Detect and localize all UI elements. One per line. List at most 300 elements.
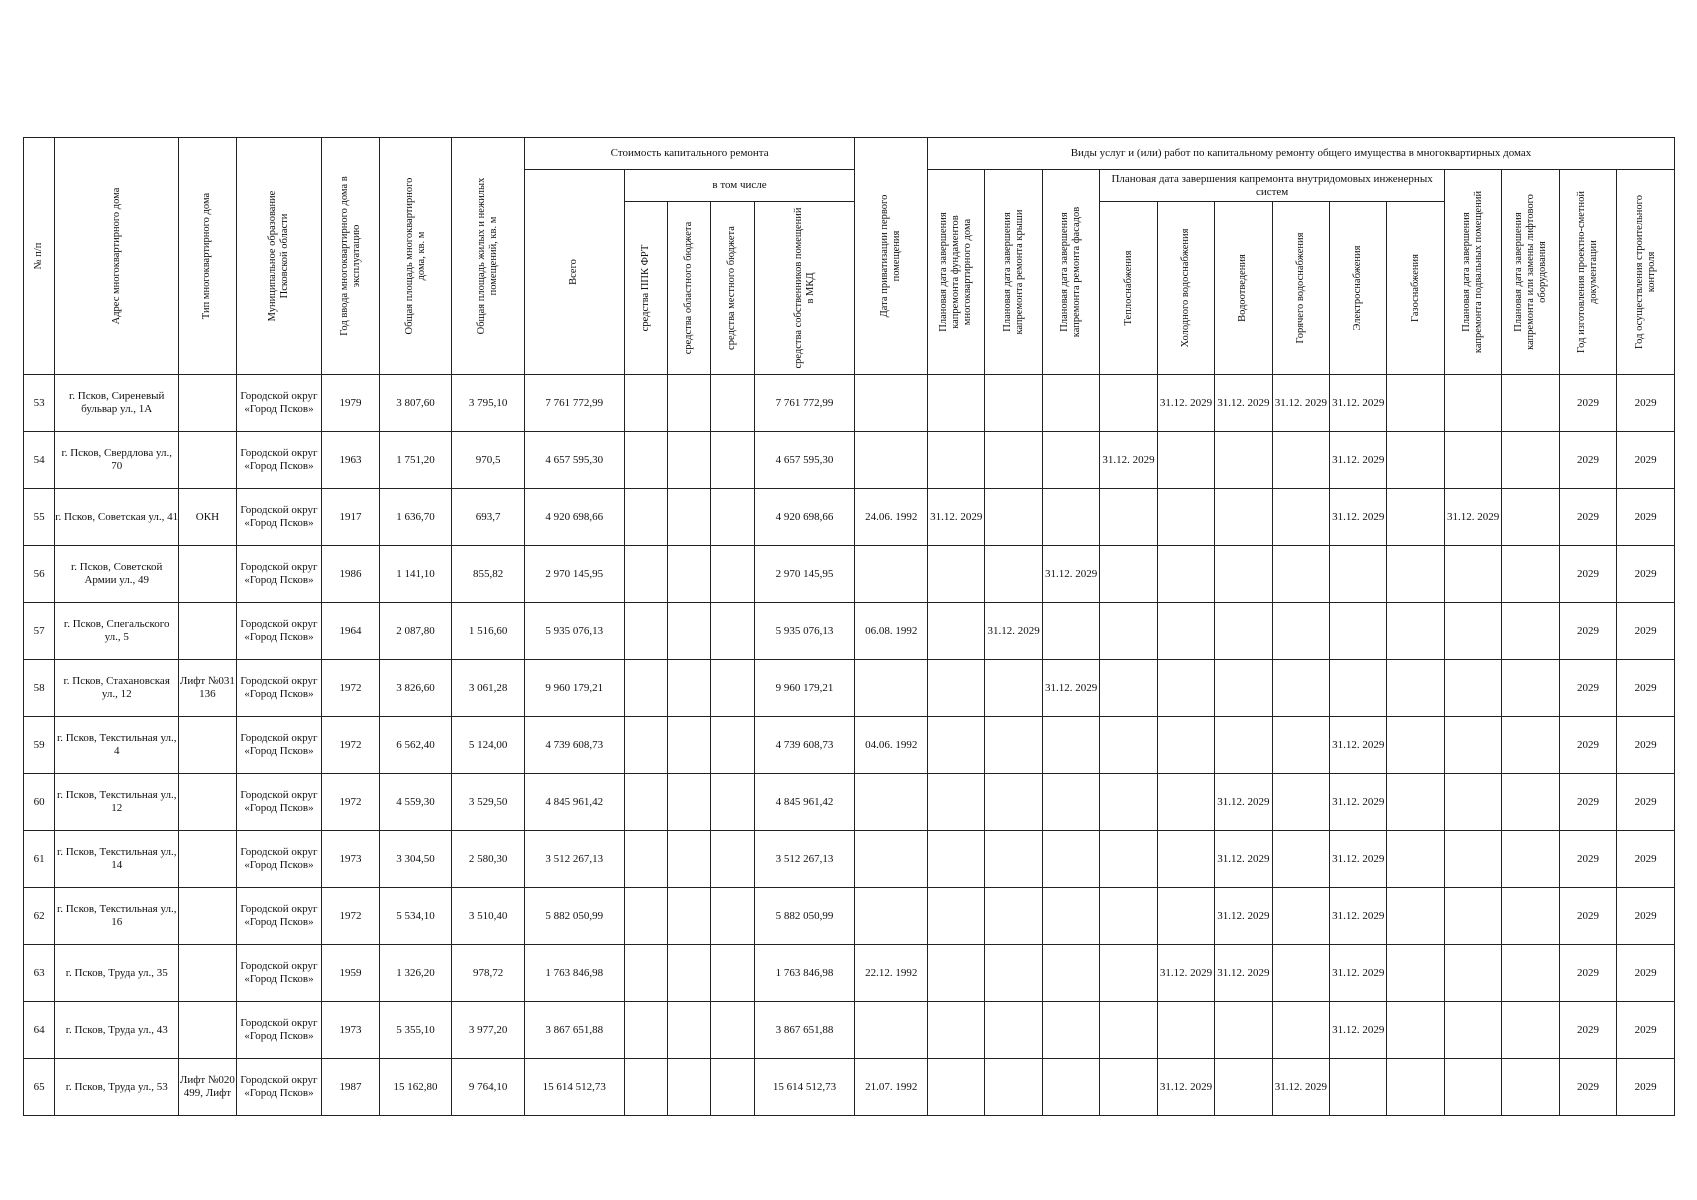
cell-muni: Городской округ «Город Псков» (236, 1059, 322, 1116)
cell-electricity: 31.12. 2029 (1330, 489, 1387, 546)
cell-cost-ppk (624, 945, 667, 1002)
cell-cost-total: 2 970 145,95 (524, 546, 624, 603)
cell-address: г. Псков, Труда ул., 53 (55, 1059, 179, 1116)
cell-cost-ppk (624, 432, 667, 489)
cell-premises-area: 1 516,60 (452, 603, 525, 660)
cell-cost-ppk (624, 1002, 667, 1059)
cell-roof (985, 888, 1042, 945)
cell-hot-water: 31.12. 2029 (1272, 1059, 1329, 1116)
cell-cold-water (1157, 546, 1214, 603)
cell-cost-local (711, 888, 754, 945)
cell-privatization (855, 831, 928, 888)
cell-cost-local (711, 831, 754, 888)
cell-cold-water (1157, 489, 1214, 546)
cell-num: 61 (24, 831, 55, 888)
cell-foundation (927, 375, 984, 432)
cell-cost-total: 15 614 512,73 (524, 1059, 624, 1116)
cell-cost-regional (667, 375, 710, 432)
cell-premises-area: 9 764,10 (452, 1059, 525, 1116)
cell-facade (1042, 717, 1099, 774)
cell-foundation (927, 1059, 984, 1116)
cell-cost-owners: 4 657 595,30 (754, 432, 855, 489)
cell-year: 1972 (322, 774, 379, 831)
cell-facade (1042, 1059, 1099, 1116)
cell-basement (1444, 375, 1501, 432)
cell-cost-regional (667, 1059, 710, 1116)
cell-total-area: 1 141,10 (379, 546, 452, 603)
cell-sewer (1215, 489, 1272, 546)
cell-heat: 31.12. 2029 (1100, 432, 1157, 489)
cell-cold-water (1157, 1002, 1214, 1059)
cell-sewer: 31.12. 2029 (1215, 774, 1272, 831)
cell-muni: Городской округ «Город Псков» (236, 774, 322, 831)
cell-control-year: 2029 (1617, 660, 1675, 717)
cell-cost-regional (667, 546, 710, 603)
cell-premises-area: 3 977,20 (452, 1002, 525, 1059)
cell-sewer (1215, 1059, 1272, 1116)
header-cost-local: средства местного бюджета (711, 202, 754, 375)
cell-electricity: 31.12. 2029 (1330, 432, 1387, 489)
cell-sewer (1215, 603, 1272, 660)
cell-privatization (855, 660, 928, 717)
cell-design-year: 2029 (1559, 546, 1616, 603)
table-row (24, 1002, 1675, 1059)
cell-privatization (855, 888, 928, 945)
cell-gas (1387, 945, 1444, 1002)
cell-electricity: 31.12. 2029 (1330, 717, 1387, 774)
cell-total-area: 1 326,20 (379, 945, 452, 1002)
cell-year: 1979 (322, 375, 379, 432)
header-cost-including: в том числе (624, 170, 855, 202)
cell-privatization (855, 774, 928, 831)
cell-roof (985, 375, 1042, 432)
cell-num: 60 (24, 774, 55, 831)
cell-foundation (927, 1002, 984, 1059)
cell-total-area: 2 087,80 (379, 603, 452, 660)
cell-roof (985, 1002, 1042, 1059)
header-system-elec: Электроснабжения (1330, 202, 1387, 375)
cell-num: 57 (24, 603, 55, 660)
cell-hot-water (1272, 432, 1329, 489)
cell-electricity (1330, 603, 1387, 660)
table-row (24, 489, 1675, 546)
cell-num: 55 (24, 489, 55, 546)
cell-lift (1502, 660, 1559, 717)
cell-total-area: 1 636,70 (379, 489, 452, 546)
cell-design-year: 2029 (1559, 774, 1616, 831)
cell-heat (1100, 546, 1157, 603)
cell-privatization: 22.12. 1992 (855, 945, 928, 1002)
cell-premises-area: 3 510,40 (452, 888, 525, 945)
cell-facade: 31.12. 2029 (1042, 660, 1099, 717)
header-num: № п/п (24, 138, 55, 375)
cell-hot-water (1272, 774, 1329, 831)
cell-cost-ppk (624, 603, 667, 660)
cell-year: 1972 (322, 660, 379, 717)
cell-premises-area: 855,82 (452, 546, 525, 603)
cell-cost-ppk (624, 546, 667, 603)
cell-heat (1100, 774, 1157, 831)
cell-muni: Городской округ «Город Псков» (236, 831, 322, 888)
cell-year: 1917 (322, 489, 379, 546)
cell-cost-total: 3 867 651,88 (524, 1002, 624, 1059)
cell-cost-local (711, 1059, 754, 1116)
cell-premises-area: 3 795,10 (452, 375, 525, 432)
cell-cost-total: 4 845 961,42 (524, 774, 624, 831)
cell-num: 53 (24, 375, 55, 432)
cell-type (179, 717, 236, 774)
cell-year: 1973 (322, 1002, 379, 1059)
cell-cost-owners: 5 882 050,99 (754, 888, 855, 945)
cell-cost-ppk (624, 489, 667, 546)
cell-heat (1100, 1002, 1157, 1059)
cell-cost-owners: 4 739 608,73 (754, 717, 855, 774)
cell-gas (1387, 660, 1444, 717)
cell-gas (1387, 489, 1444, 546)
cell-foundation: 31.12. 2029 (927, 489, 984, 546)
cell-foundation (927, 945, 984, 1002)
cell-hot-water (1272, 660, 1329, 717)
cell-cost-regional (667, 660, 710, 717)
cell-electricity: 31.12. 2029 (1330, 831, 1387, 888)
header-cost-regional: средства областного бюджета (667, 202, 710, 375)
cell-electricity: 31.12. 2029 (1330, 888, 1387, 945)
cell-hot-water (1272, 717, 1329, 774)
cell-premises-area: 693,7 (452, 489, 525, 546)
cell-design-year: 2029 (1559, 831, 1616, 888)
cell-cost-owners: 3 512 267,13 (754, 831, 855, 888)
cell-sewer: 31.12. 2029 (1215, 945, 1272, 1002)
cell-heat (1100, 375, 1157, 432)
header-systems-group: Плановая дата завершения капремонта внутридомовых инженерных систем (1100, 170, 1445, 202)
cell-basement (1444, 1059, 1501, 1116)
cell-total-area: 1 751,20 (379, 432, 452, 489)
table-row (24, 888, 1675, 945)
cell-type (179, 603, 236, 660)
cell-heat (1100, 888, 1157, 945)
cell-num: 54 (24, 432, 55, 489)
cell-lift (1502, 603, 1559, 660)
cell-gas (1387, 546, 1444, 603)
cell-roof (985, 831, 1042, 888)
cell-lift (1502, 717, 1559, 774)
cell-cold-water (1157, 717, 1214, 774)
cell-cost-total: 4 920 698,66 (524, 489, 624, 546)
table-row (24, 774, 1675, 831)
cell-cost-owners: 15 614 512,73 (754, 1059, 855, 1116)
cell-muni: Городской округ «Город Псков» (236, 945, 322, 1002)
cell-roof (985, 546, 1042, 603)
cell-roof (985, 1059, 1042, 1116)
cell-gas (1387, 603, 1444, 660)
cell-cost-owners: 1 763 846,98 (754, 945, 855, 1002)
header-system-cold: Холодного водоснабжения (1157, 202, 1214, 375)
cell-type: Лифт №031 136 (179, 660, 236, 717)
cell-type (179, 831, 236, 888)
cell-facade (1042, 603, 1099, 660)
header-cost-group: Стоимость капитального ремонта (524, 138, 855, 170)
cell-control-year: 2029 (1617, 945, 1675, 1002)
cell-foundation (927, 546, 984, 603)
header-address: Адрес многоквартирного дома (55, 138, 179, 375)
cell-type (179, 774, 236, 831)
cell-basement (1444, 888, 1501, 945)
cell-muni: Городской округ «Город Псков» (236, 660, 322, 717)
cell-cost-owners: 4 845 961,42 (754, 774, 855, 831)
table-row (24, 945, 1675, 1002)
cell-cost-regional (667, 888, 710, 945)
cell-cold-water (1157, 432, 1214, 489)
cell-lift (1502, 1059, 1559, 1116)
cell-roof (985, 717, 1042, 774)
cell-lift (1502, 1002, 1559, 1059)
header-system-heat: Теплоснабжения (1100, 202, 1157, 375)
cell-cost-total: 9 960 179,21 (524, 660, 624, 717)
cell-cost-total: 1 763 846,98 (524, 945, 624, 1002)
cell-cost-local (711, 546, 754, 603)
cell-cold-water (1157, 888, 1214, 945)
cell-heat (1100, 660, 1157, 717)
cell-sewer: 31.12. 2029 (1215, 831, 1272, 888)
cell-cost-owners: 3 867 651,88 (754, 1002, 855, 1059)
cell-heat (1100, 489, 1157, 546)
cell-type (179, 375, 236, 432)
cell-privatization: 24.06. 1992 (855, 489, 928, 546)
cell-cost-ppk (624, 774, 667, 831)
cell-cost-regional (667, 603, 710, 660)
cell-year: 1963 (322, 432, 379, 489)
cell-type (179, 888, 236, 945)
cell-hot-water (1272, 831, 1329, 888)
cell-lift (1502, 888, 1559, 945)
cell-sewer (1215, 717, 1272, 774)
cell-premises-area: 3 529,50 (452, 774, 525, 831)
header-premises-area: Общая площадь жилых и нежилых помещений, кв. м (452, 138, 525, 375)
cell-foundation (927, 831, 984, 888)
cell-control-year: 2029 (1617, 375, 1675, 432)
cell-control-year: 2029 (1617, 603, 1675, 660)
header-total-area: Общая площадь многоквартирного дома, кв. м (379, 138, 452, 375)
cell-premises-area: 2 580,30 (452, 831, 525, 888)
cell-basement (1444, 603, 1501, 660)
cell-muni: Городской округ «Город Псков» (236, 432, 322, 489)
cell-design-year: 2029 (1559, 1059, 1616, 1116)
cell-facade (1042, 432, 1099, 489)
cell-lift (1502, 489, 1559, 546)
cell-cold-water: 31.12. 2029 (1157, 945, 1214, 1002)
cell-facade: 31.12. 2029 (1042, 546, 1099, 603)
cell-gas (1387, 432, 1444, 489)
cell-basement (1444, 945, 1501, 1002)
table-row (24, 603, 1675, 660)
cell-total-area: 3 304,50 (379, 831, 452, 888)
cell-num: 65 (24, 1059, 55, 1116)
cell-privatization (855, 432, 928, 489)
cell-address: г. Псков, Текстильная ул., 4 (55, 717, 179, 774)
cell-year: 1972 (322, 717, 379, 774)
cell-cost-regional (667, 489, 710, 546)
header-system-sewer: Водоотведения (1215, 202, 1272, 375)
cell-facade (1042, 489, 1099, 546)
cell-type: Лифт №020 499, Лифт (179, 1059, 236, 1116)
cell-hot-water (1272, 945, 1329, 1002)
cell-premises-area: 978,72 (452, 945, 525, 1002)
cell-cost-total: 3 512 267,13 (524, 831, 624, 888)
cell-cost-ppk (624, 717, 667, 774)
cell-cold-water (1157, 831, 1214, 888)
cell-muni: Городской округ «Город Псков» (236, 888, 322, 945)
table-body (24, 375, 1675, 1116)
cell-basement (1444, 774, 1501, 831)
cell-cold-water (1157, 660, 1214, 717)
cell-cost-regional (667, 1002, 710, 1059)
table-row (24, 660, 1675, 717)
cell-address: г. Псков, Советской Армии ул., 49 (55, 546, 179, 603)
cell-hot-water (1272, 603, 1329, 660)
cell-cost-total: 7 761 772,99 (524, 375, 624, 432)
cell-address: г. Псков, Сиреневый бульвар ул., 1А (55, 375, 179, 432)
cell-gas (1387, 1002, 1444, 1059)
cell-year: 1986 (322, 546, 379, 603)
cell-type (179, 1002, 236, 1059)
header-system-hot: Горячего водоснабжения (1272, 202, 1329, 375)
cell-cold-water: 31.12. 2029 (1157, 1059, 1214, 1116)
cell-heat (1100, 945, 1157, 1002)
header-work-design: Год изготовления проектно-сметной документации (1559, 170, 1616, 375)
cell-control-year: 2029 (1617, 1059, 1675, 1116)
cell-cost-local (711, 774, 754, 831)
cell-sewer: 31.12. 2029 (1215, 888, 1272, 945)
cell-year: 1973 (322, 831, 379, 888)
cell-hot-water: 31.12. 2029 (1272, 375, 1329, 432)
cell-lift (1502, 945, 1559, 1002)
cell-cost-regional (667, 774, 710, 831)
cell-cost-local (711, 432, 754, 489)
cell-cost-total: 5 935 076,13 (524, 603, 624, 660)
cell-basement (1444, 717, 1501, 774)
cell-control-year: 2029 (1617, 774, 1675, 831)
cell-foundation (927, 774, 984, 831)
cell-total-area: 5 534,10 (379, 888, 452, 945)
cell-electricity (1330, 660, 1387, 717)
cell-control-year: 2029 (1617, 489, 1675, 546)
cell-cost-ppk (624, 375, 667, 432)
cell-design-year: 2029 (1559, 1002, 1616, 1059)
cell-cost-owners: 2 970 145,95 (754, 546, 855, 603)
cell-address: г. Псков, Текстильная ул., 14 (55, 831, 179, 888)
cell-electricity (1330, 546, 1387, 603)
cell-design-year: 2029 (1559, 888, 1616, 945)
cell-address: г. Псков, Стахановская ул., 12 (55, 660, 179, 717)
header-privatization: Дата приватизации первого помещения (855, 138, 928, 375)
cell-year: 1964 (322, 603, 379, 660)
header-work-foundation: Плановая дата завершения капремонта фундаментов многоквартирного дома (927, 170, 984, 375)
cell-address: г. Псков, Текстильная ул., 12 (55, 774, 179, 831)
cell-year: 1972 (322, 888, 379, 945)
cell-address: г. Псков, Труда ул., 43 (55, 1002, 179, 1059)
cell-cost-local (711, 660, 754, 717)
cell-facade (1042, 375, 1099, 432)
cell-electricity (1330, 1059, 1387, 1116)
cell-foundation (927, 717, 984, 774)
cell-type (179, 546, 236, 603)
cell-roof (985, 432, 1042, 489)
header-muni: Муниципальное образование Псковской области (236, 138, 322, 375)
cell-privatization (855, 375, 928, 432)
table-row (24, 1059, 1675, 1116)
cell-cost-ppk (624, 660, 667, 717)
table-row (24, 375, 1675, 432)
cell-lift (1502, 432, 1559, 489)
cell-lift (1502, 375, 1559, 432)
cell-electricity: 31.12. 2029 (1330, 945, 1387, 1002)
cell-premises-area: 5 124,00 (452, 717, 525, 774)
header-year: Год ввода многоквартирного дома в эксплуатацию (322, 138, 379, 375)
cell-hot-water (1272, 1002, 1329, 1059)
cell-cost-regional (667, 432, 710, 489)
cell-premises-area: 3 061,28 (452, 660, 525, 717)
cell-design-year: 2029 (1559, 432, 1616, 489)
table-header (24, 138, 1675, 375)
cell-total-area: 4 559,30 (379, 774, 452, 831)
cell-total-area: 3 807,60 (379, 375, 452, 432)
cell-facade (1042, 945, 1099, 1002)
cell-muni: Городской округ «Город Псков» (236, 717, 322, 774)
capital-repair-table (23, 137, 1675, 1116)
cell-gas (1387, 774, 1444, 831)
cell-sewer: 31.12. 2029 (1215, 375, 1272, 432)
cell-facade (1042, 1002, 1099, 1059)
cell-basement (1444, 831, 1501, 888)
header-work-basement: Плановая дата завершения капремонта подвальных помещений (1444, 170, 1501, 375)
cell-gas (1387, 1059, 1444, 1116)
cell-cold-water: 31.12. 2029 (1157, 375, 1214, 432)
cell-roof (985, 945, 1042, 1002)
cell-cost-regional (667, 945, 710, 1002)
cell-muni: Городской округ «Город Псков» (236, 375, 322, 432)
cell-foundation (927, 660, 984, 717)
cell-cost-owners: 5 935 076,13 (754, 603, 855, 660)
cell-control-year: 2029 (1617, 888, 1675, 945)
cell-cost-ppk (624, 1059, 667, 1116)
cell-cost-total: 4 657 595,30 (524, 432, 624, 489)
cell-control-year: 2029 (1617, 546, 1675, 603)
cell-premises-area: 970,5 (452, 432, 525, 489)
cell-cold-water (1157, 774, 1214, 831)
cell-muni: Городской округ «Город Псков» (236, 546, 322, 603)
cell-total-area: 15 162,80 (379, 1059, 452, 1116)
cell-privatization (855, 1002, 928, 1059)
header-type: Тип многоквартирного дома (179, 138, 236, 375)
cell-control-year: 2029 (1617, 717, 1675, 774)
cell-cost-local (711, 1002, 754, 1059)
cell-design-year: 2029 (1559, 603, 1616, 660)
cell-roof: 31.12. 2029 (985, 603, 1042, 660)
cell-heat (1100, 831, 1157, 888)
header-system-gas: Газоснабжения (1387, 202, 1444, 375)
cell-year: 1987 (322, 1059, 379, 1116)
header-work-roof: Плановая дата завершения капремонта ремонта крыши (985, 170, 1042, 375)
cell-cost-regional (667, 717, 710, 774)
cell-privatization (855, 546, 928, 603)
cell-address: г. Псков, Текстильная ул., 16 (55, 888, 179, 945)
cell-num: 63 (24, 945, 55, 1002)
cell-gas (1387, 375, 1444, 432)
cell-num: 59 (24, 717, 55, 774)
cell-design-year: 2029 (1559, 717, 1616, 774)
cell-address: г. Псков, Труда ул., 35 (55, 945, 179, 1002)
cell-num: 62 (24, 888, 55, 945)
